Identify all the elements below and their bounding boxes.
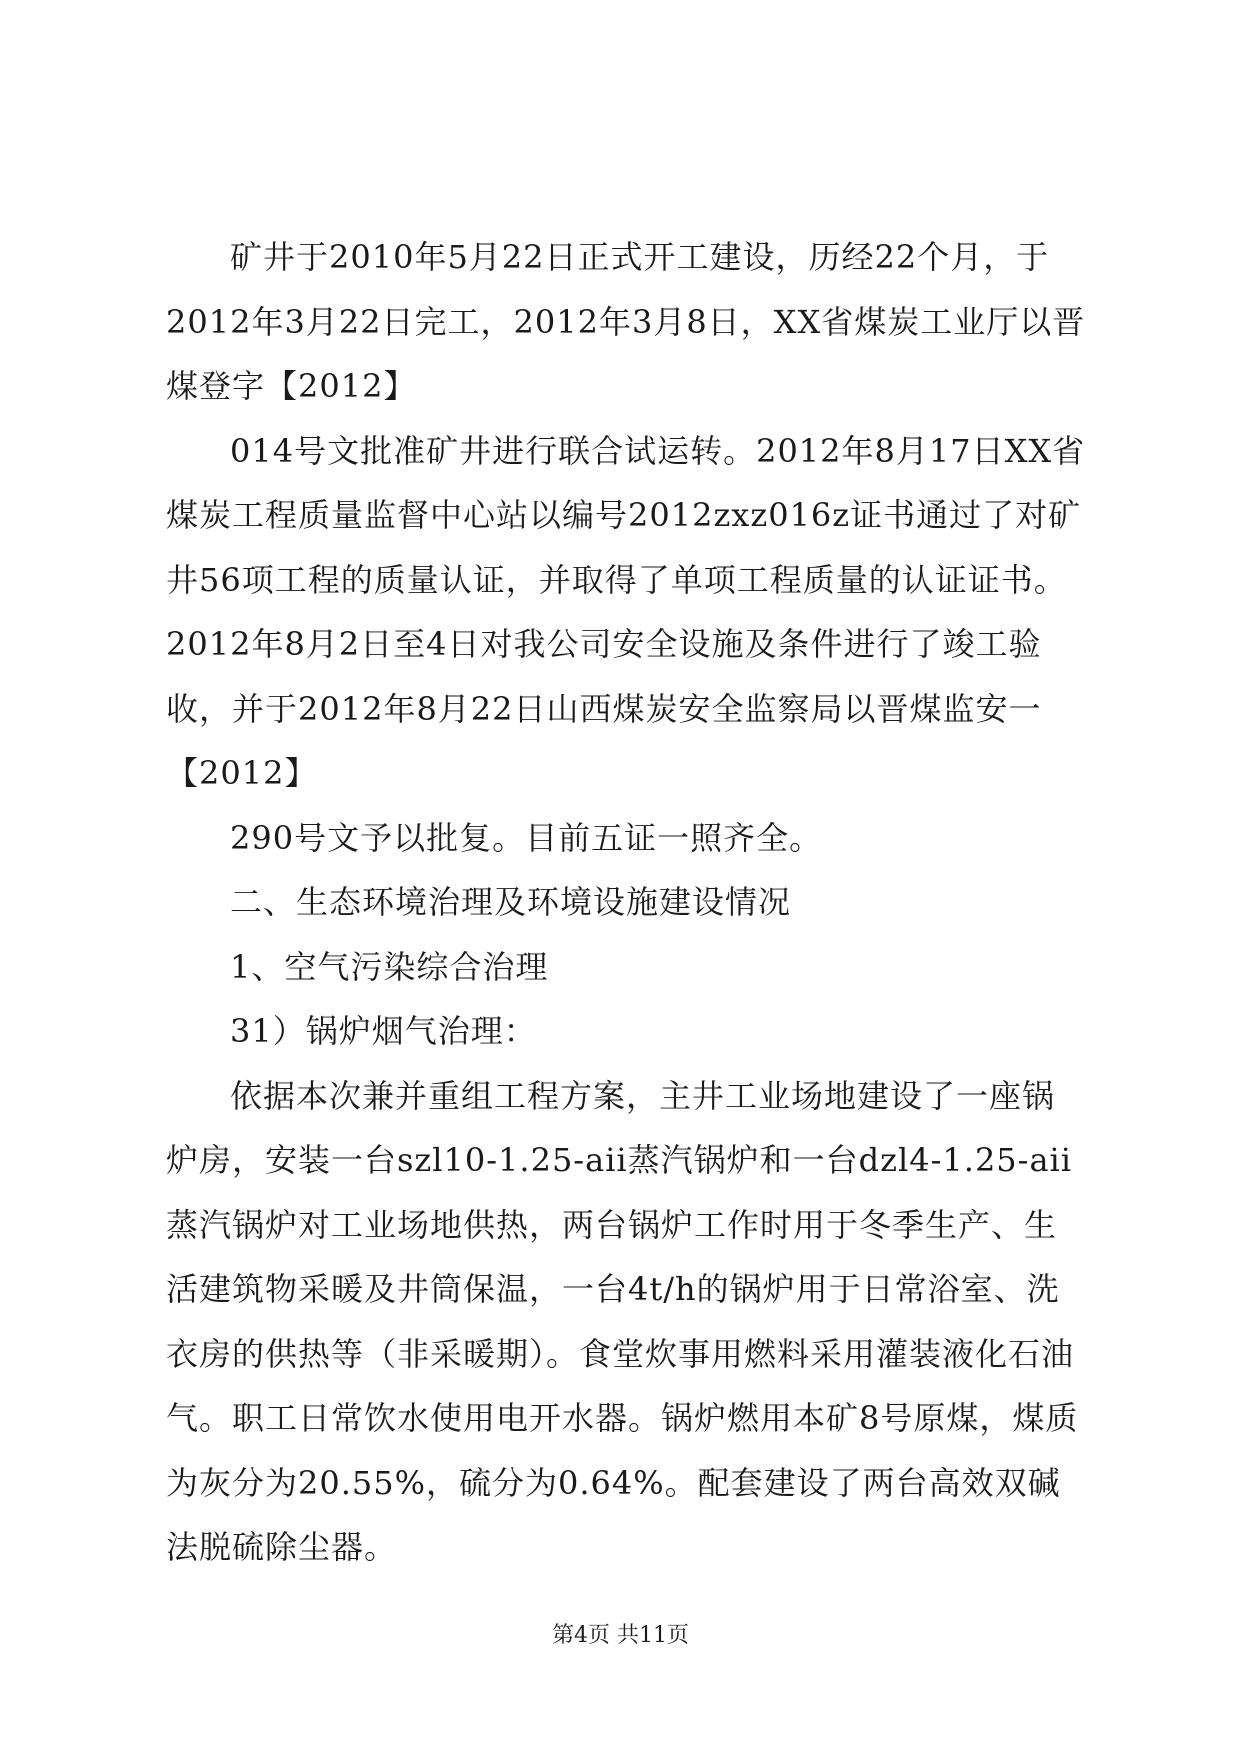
paragraph-safety-acceptance: 2012年8月2日至4日对我公司安全设施及条件进行了竣工验收，并于2012年8月22日山西煤炭安全监察局以晋煤监安一【2012】 bbox=[166, 625, 1042, 792]
document-body bbox=[166, 225, 1086, 1580]
paragraph-trial-operation: 014号文批准矿井进行联合试运转。2012年8月17日XX省煤炭工程质量监督中心站以编号2012zxz016z证书通过了对矿井56项工程的质量认证，并取得了单项工程质量的认证证书。 bbox=[166, 431, 1086, 599]
paragraph-approval: 290号文予以批复。目前五证一照齐全。 bbox=[230, 818, 823, 857]
paragraph-boiler-details: 依据本次兼并重组工程方案，主井工业场地建设了一座锅炉房，安装一台szl10-1.25-aii蒸汽锅炉和一台dzl4-1.25-aii蒸汽锅炉对工业场地供热，两台锅炉工作时用于冬季生产、生活建筑物采暖及井筒保温，一台4t/h的锅炉用于日常浴室、洗衣房的供热等（非采暖期）。食堂炊事用燃料采用灌装液化石油气。职工日常饮水使用电开水器。锅炉燃用本矿8号原煤，煤质为灰分为20.55%，硫分为0.64%。配套建设了两台高效双碱法脱硫除尘器。 bbox=[166, 1076, 1079, 1566]
subsection-heading-boiler-flue-gas: 31）锅炉烟气治理： bbox=[230, 1012, 537, 1050]
paragraph-construction-timeline: 矿井于2010年5月22日正式开工建设，历经22个月，于2012年3月22日完工，2012年3月8日，XX省煤炭工业厅以晋煤登字【2012】 bbox=[166, 238, 1086, 405]
page-footer: 第4页 共11页 bbox=[552, 1623, 689, 1648]
section-heading-ecology: 二、生态环境治理及环境设施建设情况 bbox=[230, 883, 792, 921]
subsection-heading-air-pollution: 1、空气污染综合治理 bbox=[230, 947, 549, 986]
